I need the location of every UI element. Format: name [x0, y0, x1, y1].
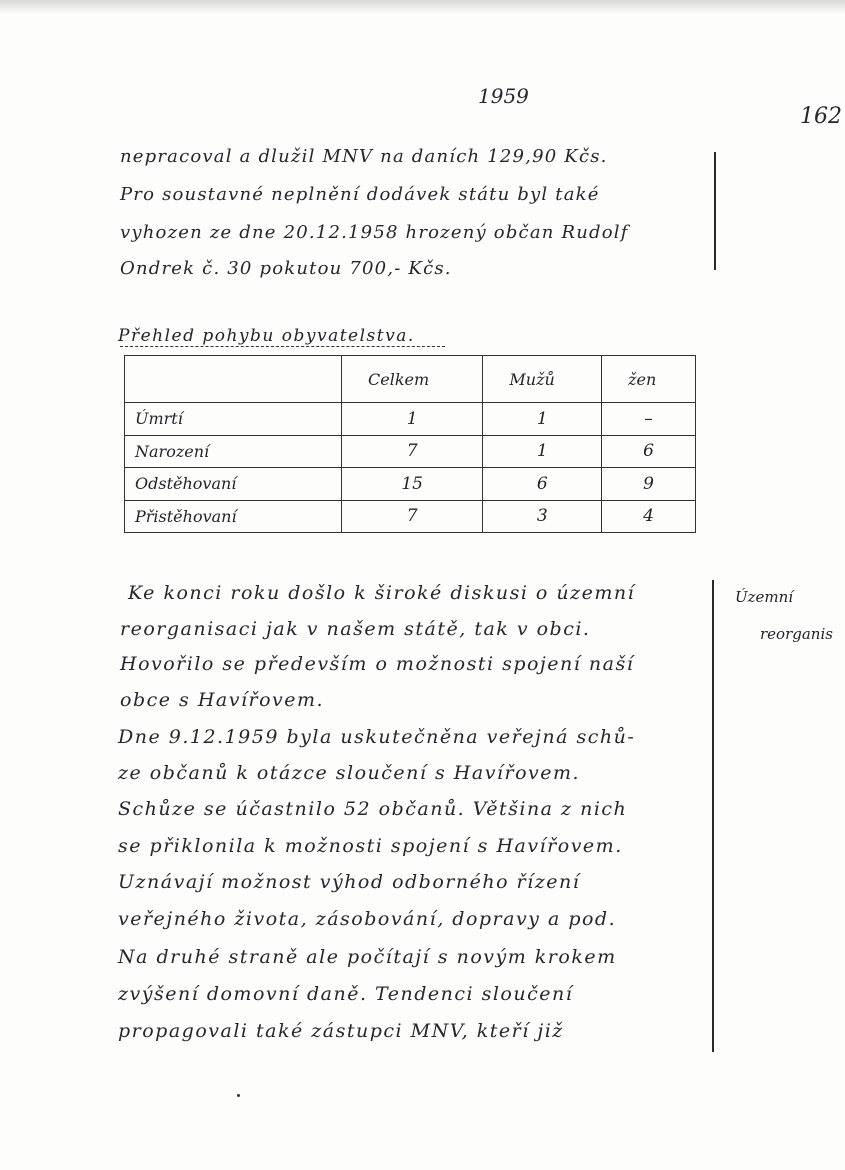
- text-line: Na druhé straně ale počítají s novým krokem: [118, 946, 617, 968]
- text-line: ze občanů k otázce sloučení s Havířovem.: [118, 762, 581, 784]
- table-cell: 3: [483, 500, 602, 533]
- population-table: [124, 355, 696, 533]
- table-header-cell: [125, 356, 342, 403]
- text-line: Ondrek č. 30 pokutou 700,- Kčs.: [120, 258, 452, 279]
- table-row: [125, 500, 696, 533]
- text-line: Uznávají možnost výhod odborného řízení: [118, 871, 581, 893]
- text-line: Dne 9.12.1959 byla uskutečněna veřejná schů-: [118, 726, 636, 748]
- table-row: [125, 468, 696, 501]
- text-line: nepracoval a dlužil MNV na daních 129,90 Kčs.: [120, 146, 608, 167]
- table-caption: Přehled pohybu obyvatelstva.: [118, 326, 415, 346]
- table-cell: 1: [342, 403, 483, 436]
- table-header-cell: Mužů: [483, 356, 602, 403]
- text-line: veřejného života, zásobování, dopravy a pod.: [118, 908, 617, 930]
- row-label: Přistěhovaní: [125, 500, 342, 533]
- page-number: 162: [800, 104, 842, 129]
- text-line: reorganisaci jak v našem státě, tak v obci.: [120, 618, 591, 640]
- scan-edge-shadow: [0, 0, 845, 14]
- table-cell: 15: [342, 468, 483, 501]
- text-line: se přiklonila k možnosti spojení s Havířovem.: [118, 835, 623, 857]
- table-cell: 6: [602, 435, 696, 468]
- text-line: Pro soustavné neplnění dodávek státu byl také: [120, 184, 600, 205]
- text-line: propagovali také zástupci MNV, kteří již: [118, 1020, 564, 1042]
- text-line: obce s Havířovem.: [120, 689, 325, 711]
- row-label: Narození: [125, 435, 342, 468]
- table-cell: 1: [483, 435, 602, 468]
- ink-dot: [237, 1094, 240, 1097]
- page-year: 1959: [478, 84, 529, 108]
- table-cell: –: [602, 403, 696, 436]
- table-cell: 7: [342, 435, 483, 468]
- table-cell: 9: [602, 468, 696, 501]
- table-cell: 4: [602, 500, 696, 533]
- table-cell: 1: [483, 403, 602, 436]
- margin-rule-top: [714, 152, 716, 270]
- margin-note: reorganis: [760, 625, 833, 643]
- table-header-cell: žen: [602, 356, 696, 403]
- table-header-row: [125, 356, 696, 403]
- table-row: [125, 403, 696, 436]
- table-header-cell: Celkem: [342, 356, 483, 403]
- margin-note: Územní: [735, 588, 794, 606]
- text-line: Ke konci roku došlo k široké diskusi o územní: [128, 582, 636, 604]
- text-line: Schůze se účastnilo 52 občanů. Většina z nich: [118, 798, 628, 820]
- table-cell: 7: [342, 500, 483, 533]
- row-label: Odstěhovaní: [125, 468, 342, 501]
- text-line: zvýšení domovní daně. Tendenci sloučení: [118, 983, 574, 1005]
- table-row: [125, 435, 696, 468]
- row-label: Úmrtí: [125, 403, 342, 436]
- caption-underline: [120, 346, 445, 347]
- text-line: vyhozen ze dne 20.12.1958 hrozený občan Rudolf: [120, 222, 629, 243]
- table-cell: 6: [483, 468, 602, 501]
- margin-rule-bottom: [712, 580, 714, 1052]
- text-line: Hovořilo se především o možnosti spojení naší: [120, 653, 635, 675]
